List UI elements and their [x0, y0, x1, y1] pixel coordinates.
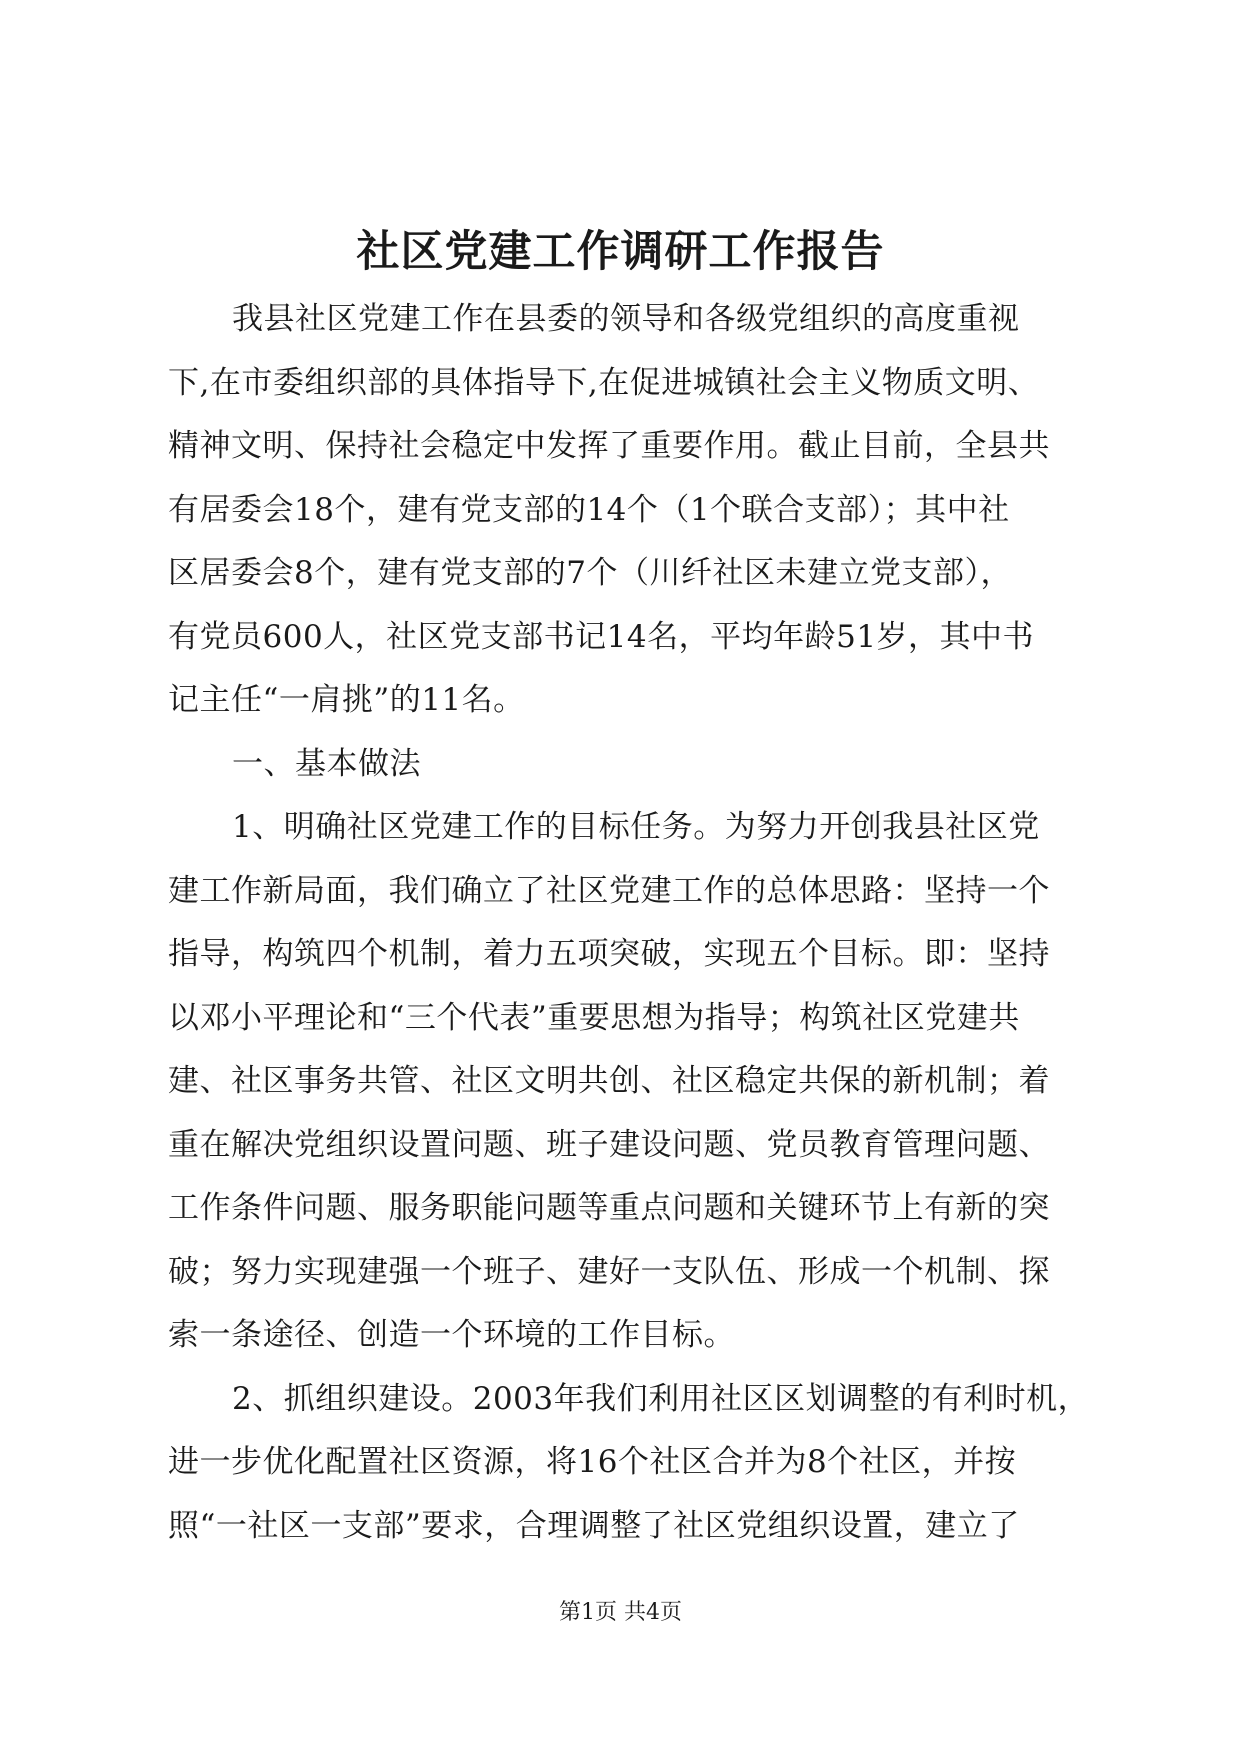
document-body	[168, 288, 1088, 1558]
paragraph-line: 2、抓组织建设。2003年我们利用社区区划调整的有利时机，	[232, 1380, 1090, 1417]
paragraph-line: 指导，构筑四个机制，着力五项突破，实现五个目标。即：坚持	[168, 936, 1050, 972]
paragraph-line: 有居委会18个，建有党支部的14个（1个联合支部）；其中社	[168, 491, 1010, 528]
paragraph-line: 精神文明、保持社会稳定中发挥了重要作用。截止目前，全县共	[168, 428, 1050, 464]
paragraph-line: 工作条件问题、服务职能问题等重点问题和关键环节上有新的突	[168, 1190, 1050, 1226]
paragraph-line: 重在解决党组织设置问题、班子建设问题、党员教育管理问题、	[168, 1126, 1050, 1163]
paragraph-line: 我县社区党建工作在县委的领导和各级党组织的高度重视	[232, 301, 1020, 337]
page-number-footer: 第1页 共4页	[559, 1600, 682, 1625]
paragraph-line: 建、社区事务共管、社区文明共创、社区稳定共保的新机制；着	[168, 1063, 1050, 1099]
paragraph-line: 建工作新局面，我们确立了社区党建工作的总体思路：坚持一个	[168, 872, 1050, 909]
paragraph-line: 1、明确社区党建工作的目标任务。为努力开创我县社区党	[232, 809, 1040, 845]
paragraph-line: 以邓小平理论和“三个代表”重要思想为指导；构筑社区党建共	[168, 999, 1020, 1036]
document-title: 社区党建工作调研工作报告	[356, 227, 885, 277]
paragraph-line: 照“一社区一支部”要求，合理调整了社区党组织设置，建立了	[168, 1507, 1020, 1544]
paragraph-line: 下,在市委组织部的具体指导下,在促进城镇社会主义物质文明、	[168, 364, 1040, 401]
paragraph-line: 有党员600人，社区党支部书记14名，平均年龄51岁，其中书	[168, 618, 1035, 655]
paragraph-line: 索一条途径、创造一个环境的工作目标。	[168, 1317, 735, 1353]
section-heading: 一、基本做法	[232, 745, 421, 782]
paragraph-line: 进一步优化配置社区资源，将16个社区合并为8个社区，并按	[168, 1444, 1017, 1480]
paragraph-line: 区居委会8个，建有党支部的7个（川纤社区未建立党支部），	[168, 555, 1012, 591]
paragraph-line: 记主任“一肩挑”的11名。	[168, 682, 525, 718]
paragraph-line: 破；努力实现建强一个班子、建好一支队伍、形成一个机制、探	[168, 1253, 1050, 1290]
